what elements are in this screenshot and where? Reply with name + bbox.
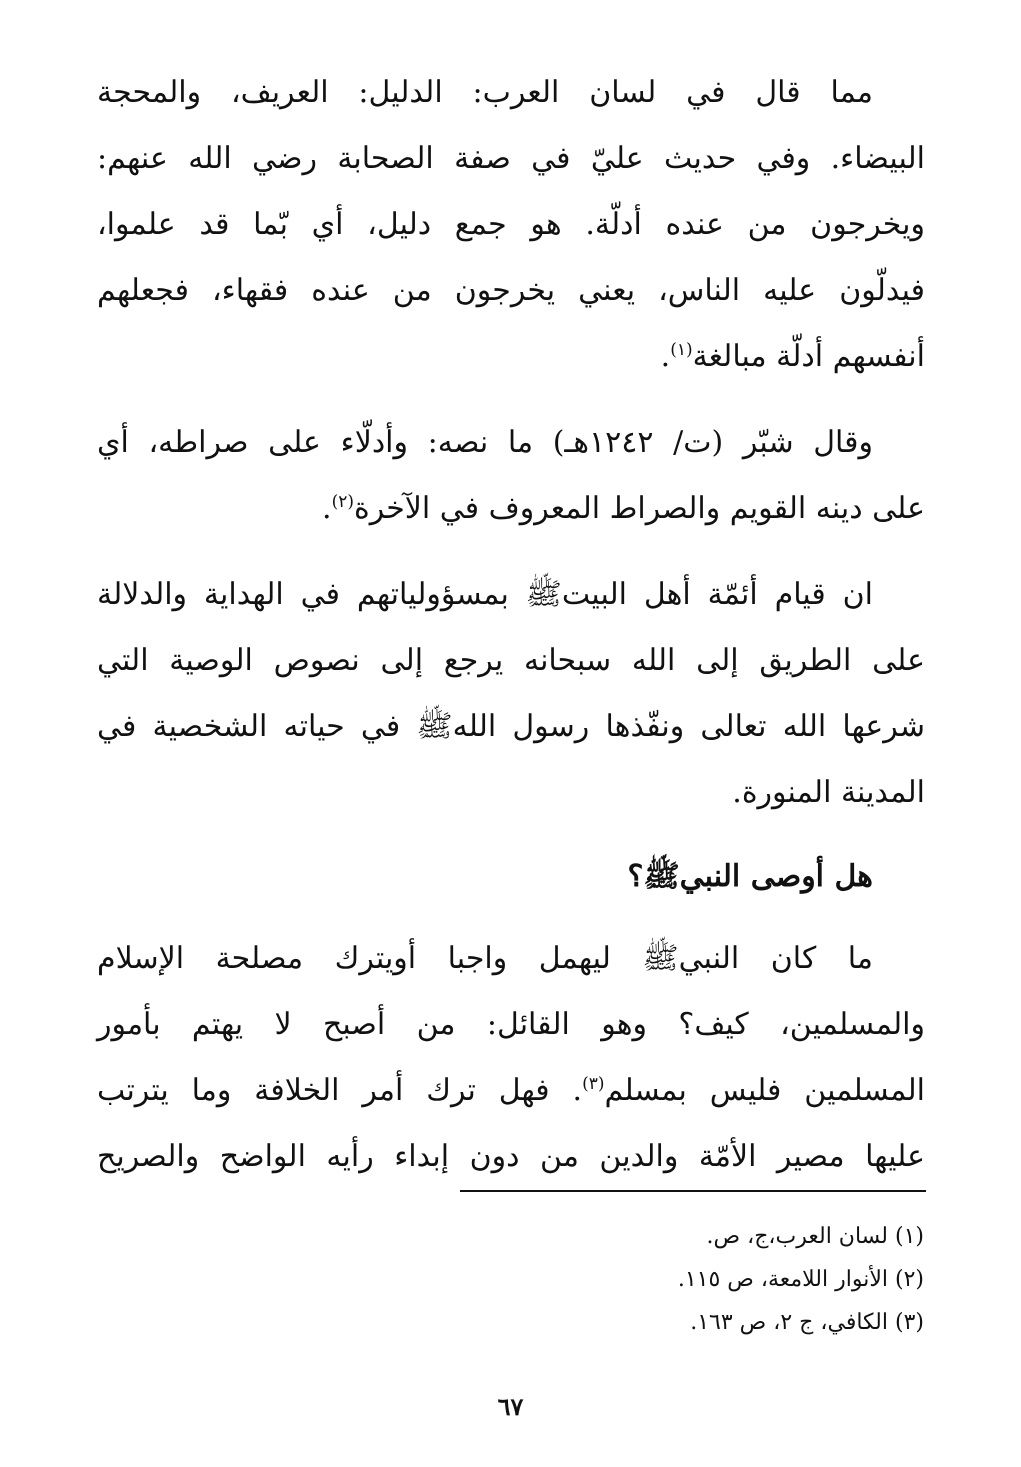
- paragraph-4-line-2: والمسلمين، كيف؟ وهو القائل: من أصبح لا يهتم بأمور: [97, 1007, 925, 1042]
- paragraph-1-line-4: فيدلّون عليه الناس، يعني يخرجون من عنده فقهاء، فجعلهم: [97, 273, 925, 308]
- paragraph-4: [97, 926, 925, 1190]
- footnote-3: (٣) الكافي، ج ٢، ص ١٦٣.: [690, 1310, 924, 1335]
- paragraph-3-line-3: شرعها الله تعالى ونفّذها رسول اللهﷺ في حياته الشخصية في: [97, 709, 925, 744]
- paragraph-1-tail: .: [660, 339, 671, 374]
- footnote-divider: [460, 1190, 926, 1192]
- paragraph-2-line-2-text: على دينه القويم والصراط المعروف في الآخرة: [353, 491, 925, 526]
- paragraph-1: [97, 60, 925, 390]
- paragraph-1-line-2: البيضاء. وفي حديث عليّ في صفة الصحابة رضي الله عنهم:: [97, 141, 925, 176]
- paragraph-3: [97, 562, 925, 826]
- paragraph-3-line-2: على الطريق إلى الله سبحانه يرجع إلى نصوص الوصية التي: [97, 643, 925, 678]
- footnotes: [424, 1215, 924, 1344]
- paragraph-2: [97, 410, 925, 542]
- paragraph-4-line-4: عليها مصير الأمّة والدين من دون إبداء رأيه الواضح والصريح: [97, 1139, 925, 1174]
- paragraph-1-line-5: [97, 324, 925, 390]
- paragraph-4-line-1: ما كان النبيﷺ ليهمل واجبا أويترك مصلحة الإسلام: [97, 941, 873, 976]
- paragraph-4-line-3-before: المسلمين فليس بمسلم: [604, 1073, 926, 1108]
- paragraph-4-line-3: [97, 1058, 925, 1124]
- footnote-ref-1[interactable]: (١): [670, 340, 693, 360]
- footnote-ref-3[interactable]: (٣): [582, 1074, 605, 1094]
- section-heading: هل أوصى النبيﷺ؟: [627, 859, 873, 894]
- paragraph-2-tail: .: [322, 491, 332, 526]
- page-number: ٦٧: [497, 1392, 524, 1421]
- footnote-2: (٢) الأنوار اللامعة، ص ١١٥.: [677, 1267, 924, 1292]
- paragraph-2-line-1: وقال شبّر (ت/ ١٢٤٢هـ) ما نصه: وأدلّاء على صراطه، أي: [97, 425, 873, 460]
- paragraph-1-line-1: مما قال في لسان العرب: الدليل: العريف، والمحجة: [97, 75, 873, 110]
- paragraph-3-line-1: ان قيام أئمّة أهل البيتﷺ بمسؤولياتهم في الهداية والدلالة: [97, 577, 873, 612]
- paragraph-2-line-2: [97, 476, 925, 542]
- paragraph-4-line-3-after: . فهل ترك أمر الخلافة وما يترتب: [97, 1073, 583, 1108]
- page-body: [97, 60, 925, 1190]
- footnote-ref-2[interactable]: (٢): [331, 492, 354, 512]
- paragraph-3-line-4: المدينة المنورة.: [732, 775, 925, 810]
- footnote-1: (١) لسان العرب،ج، ص.: [706, 1224, 924, 1249]
- paragraph-1-line-3: ويخرجون من عنده أدلّة. هو جمع دليل، أي بّما قد علموا،: [97, 207, 925, 242]
- paragraph-1-line-5-text: أنفسهم أدلّة مبالغة: [692, 339, 925, 374]
